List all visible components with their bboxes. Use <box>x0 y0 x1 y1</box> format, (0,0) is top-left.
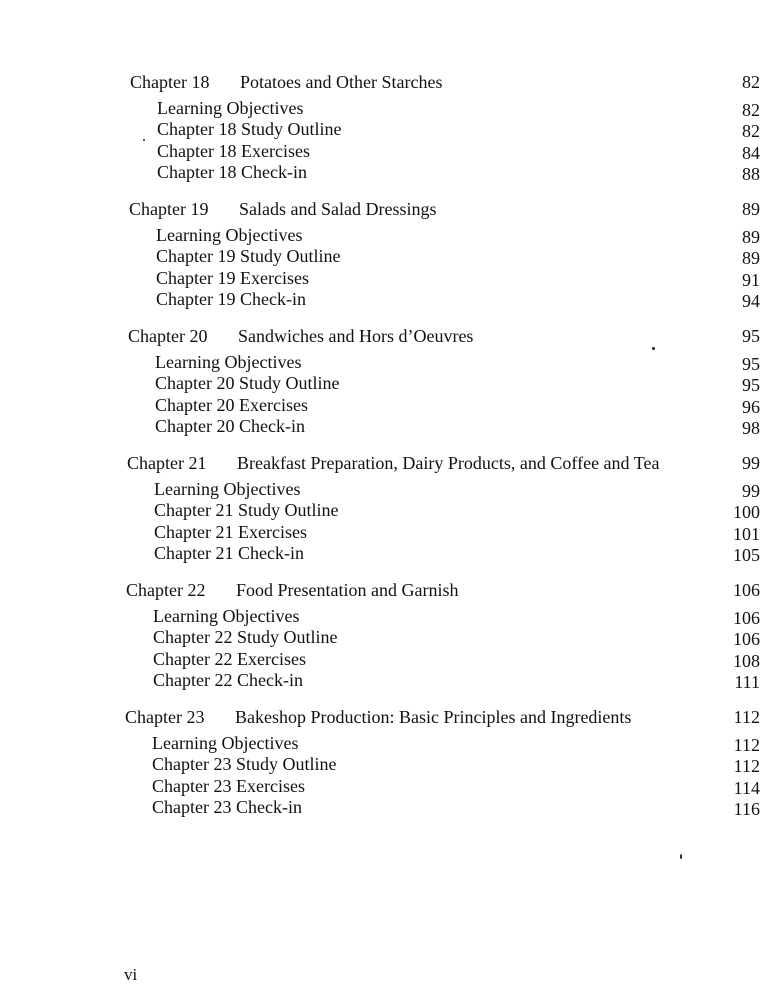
item-page: 89 <box>742 248 760 269</box>
toc-item: Learning Objectives <box>157 98 304 118</box>
toc-item: Chapter 22 Check-in <box>153 670 303 691</box>
item-page: 89 <box>742 227 760 247</box>
item-page: 94 <box>742 291 760 312</box>
item-page: 84 <box>742 142 760 163</box>
chapter-title: Bakeshop Production: Basic Principles and Ingredients <box>235 707 632 727</box>
toc-item: Chapter 18 Exercises <box>157 140 310 161</box>
item-page: 96 <box>742 396 760 417</box>
toc-item: Chapter 22 Study Outline <box>153 627 338 648</box>
toc-item: Chapter 18 Check-in <box>157 162 307 183</box>
toc-item: Chapter 19 Study Outline <box>156 246 341 267</box>
chapter-items <box>157 98 341 184</box>
chapter-page: 112 <box>733 707 760 727</box>
chapter-heading <box>130 70 768 94</box>
toc-item: Chapter 23 Check-in <box>152 797 302 818</box>
toc-item: Chapter 23 Exercises <box>152 775 305 796</box>
footer-page-number: vi <box>124 965 138 984</box>
chapter-heading <box>127 451 767 475</box>
toc-item: Chapter 21 Check-in <box>154 543 304 564</box>
toc-item: Chapter 20 Check-in <box>155 416 305 437</box>
item-page: 111 <box>734 672 760 693</box>
chapter-title: Sandwiches and Hors d’Oeuvres <box>238 326 474 346</box>
item-page: 106 <box>733 608 760 628</box>
chapter-number: Chapter 19 <box>129 199 209 219</box>
item-page: 82 <box>742 121 760 142</box>
item-page: 95 <box>742 375 760 396</box>
chapter-title: Salads and Salad Dressings <box>239 199 437 219</box>
page-numbers-ch21 <box>700 451 760 567</box>
toc-item: Chapter 18 Study Outline <box>157 119 342 140</box>
chapter-title: Breakfast Preparation, Dairy Products, and Coffee and Tea <box>237 453 660 473</box>
scan-speck <box>652 347 655 350</box>
toc-item: Chapter 20 Study Outline <box>155 373 340 394</box>
chapter-items <box>154 479 338 565</box>
item-page: 112 <box>733 735 760 755</box>
chapter-number: Chapter 22 <box>126 580 206 600</box>
item-page: 100 <box>733 502 760 523</box>
toc-item: Learning Objectives <box>156 225 303 245</box>
item-page: 101 <box>733 523 760 544</box>
chapter-number: Chapter 20 <box>128 326 208 346</box>
chapter-items <box>152 733 336 819</box>
item-page: 114 <box>733 777 760 798</box>
chapter-heading <box>125 705 765 729</box>
item-page: 116 <box>733 799 760 820</box>
chapter-items <box>156 225 340 311</box>
chapter-title: Potatoes and Other Starches <box>240 72 443 92</box>
chapter-items <box>155 352 339 438</box>
scan-speck <box>143 139 145 141</box>
chapter-number: Chapter 23 <box>125 707 205 727</box>
item-page: 95 <box>742 354 760 374</box>
chapter-page: 82 <box>742 72 760 92</box>
item-page: 99 <box>742 481 760 501</box>
page-numbers-ch18 <box>700 70 760 186</box>
toc-item: Learning Objectives <box>154 479 301 499</box>
chapter-heading <box>126 578 766 602</box>
item-page: 91 <box>742 269 760 290</box>
chapter-title: Food Presentation and Garnish <box>236 580 459 600</box>
item-page: 98 <box>742 418 760 439</box>
item-page: 88 <box>742 164 760 185</box>
toc-item: Learning Objectives <box>152 733 299 753</box>
chapter-number: Chapter 18 <box>130 72 210 92</box>
chapter-heading <box>128 324 768 348</box>
chapter-items <box>153 606 337 692</box>
toc-item: Chapter 21 Study Outline <box>154 500 339 521</box>
item-page: 108 <box>733 650 760 671</box>
chapter-page: 95 <box>742 326 760 346</box>
item-page: 82 <box>742 100 760 120</box>
page-numbers-ch19 <box>700 197 760 313</box>
chapter-number: Chapter 21 <box>127 453 207 473</box>
page-numbers-ch20 <box>700 324 760 440</box>
toc-item: Chapter 22 Exercises <box>153 648 306 669</box>
item-page: 112 <box>733 756 760 777</box>
chapter-page: 99 <box>742 453 760 473</box>
toc-item: Learning Objectives <box>153 606 300 626</box>
chapter-heading <box>129 197 768 221</box>
page-numbers-ch22 <box>700 578 760 694</box>
toc-item: Chapter 19 Check-in <box>156 289 306 310</box>
toc-item: Chapter 23 Study Outline <box>152 754 337 775</box>
toc-item: Chapter 21 Exercises <box>154 521 307 542</box>
toc-item: Learning Objectives <box>155 352 302 372</box>
toc-item: Chapter 20 Exercises <box>155 394 308 415</box>
item-page: 106 <box>733 629 760 650</box>
item-page: 105 <box>733 545 760 566</box>
toc-item: Chapter 19 Exercises <box>156 267 309 288</box>
page-numbers-ch23 <box>700 705 760 821</box>
chapter-page: 89 <box>742 199 760 219</box>
chapter-page: 106 <box>733 580 760 600</box>
scan-speck <box>680 854 682 859</box>
